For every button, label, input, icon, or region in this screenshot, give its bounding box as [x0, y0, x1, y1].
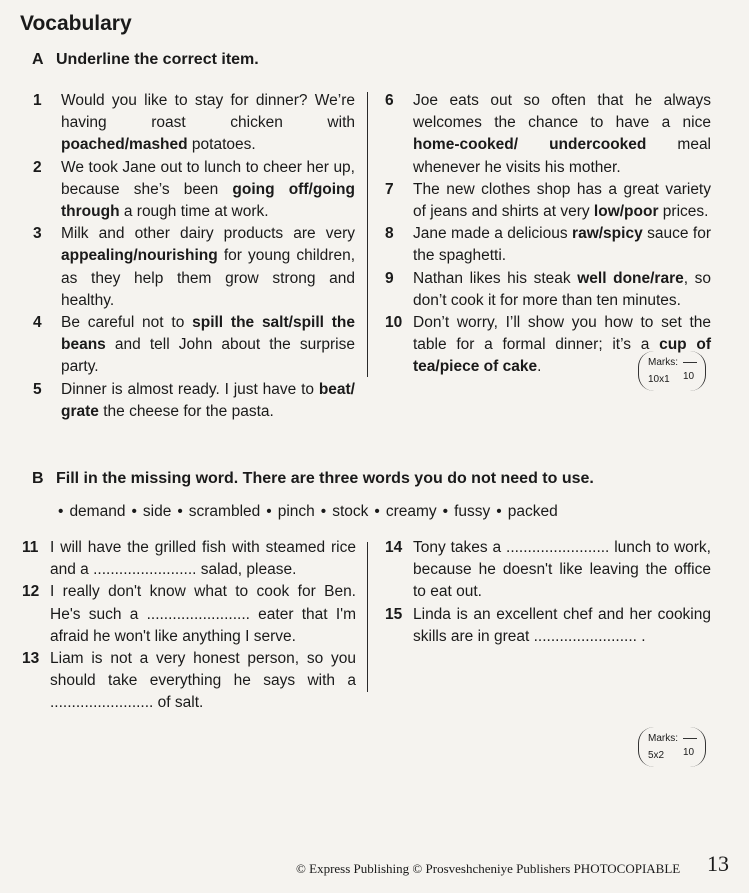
- answer-options[interactable]: poached/mashed: [61, 136, 188, 154]
- bullet-icon: •: [374, 503, 380, 520]
- section-b-letter: B: [32, 470, 44, 487]
- section-a-marks-box: [638, 351, 706, 391]
- exercise-item-8: [385, 223, 711, 267]
- item-text: [413, 225, 711, 264]
- bullet-icon: •: [58, 503, 64, 520]
- item-text: [50, 583, 356, 644]
- page-number: 13: [707, 851, 729, 876]
- exercise-item-4: [33, 312, 355, 379]
- item-text: [61, 159, 355, 220]
- item-text-part: prices.: [658, 203, 709, 221]
- item-text: [413, 539, 711, 600]
- word-bank: [58, 503, 564, 521]
- word-bank-word: side: [142, 503, 172, 520]
- item-text: [50, 539, 356, 578]
- item-text-part: Dinner is almost ready. I just have to: [61, 380, 319, 398]
- section-a-letter: A: [32, 51, 44, 68]
- exercise-item-9: [385, 268, 711, 312]
- item-text: [413, 92, 711, 176]
- section-a-right-column: [385, 90, 711, 379]
- marks-label: Marks:: [648, 357, 678, 368]
- section-b-heading: [32, 470, 594, 488]
- item-number: 15: [385, 605, 403, 623]
- item-number: 11: [22, 539, 39, 556]
- item-number: 13: [22, 650, 40, 668]
- item-number: 2: [33, 158, 42, 176]
- answer-options[interactable]: home-cooked/ undercooked: [413, 136, 647, 154]
- answer-options[interactable]: cup of tea/piece of cake: [413, 336, 711, 376]
- exercise-item-6: [385, 90, 711, 179]
- item-text: [61, 314, 355, 375]
- item-number: 5: [33, 380, 42, 398]
- answer-options[interactable]: raw/spicy: [572, 225, 643, 243]
- section-a-instruction: Underline the correct item.: [56, 51, 259, 68]
- section-b-marks-box: [638, 727, 706, 767]
- item-text-part: Would you like to stay for dinner? We’re having roast chicken with: [61, 92, 355, 132]
- section-b-left-column: [22, 537, 356, 715]
- marks-label: Marks:: [648, 733, 678, 744]
- item-text-part: Joe eats out so often that he always welcomes the chance to have a nice: [413, 92, 711, 132]
- section-b-divider: [367, 542, 368, 692]
- item-text-part: The new clothes shop has a great variety of jeans and shirts at very: [413, 180, 711, 221]
- exercise-item-1: [33, 90, 355, 157]
- marks-total: 10: [683, 747, 695, 758]
- item-text-part: a rough time at work.: [119, 203, 269, 221]
- item-text-part: Tony takes a ........................ lunch to work, because he doesn't like leaving the office to eat out.: [413, 539, 711, 601]
- bullet-icon: •: [442, 503, 449, 520]
- item-text: [50, 650, 356, 711]
- item-number: 14: [385, 539, 403, 556]
- item-text-part: Liam is not a very honest person, so you should take everything he says with a ........................ of salt.: [50, 650, 356, 712]
- section-b-instruction: Fill in the missing word. There are three words you do not need to use.: [56, 470, 594, 487]
- item-text-part: and tell John about the surprise party.: [61, 336, 355, 376]
- bullet-icon: •: [320, 503, 327, 520]
- item-number: 6: [385, 92, 394, 109]
- item-text: [61, 381, 355, 420]
- exercise-item-15: [385, 604, 711, 648]
- answer-options[interactable]: spill the salt/spill the beans: [61, 314, 355, 354]
- answer-options[interactable]: beat/ grate: [61, 380, 355, 420]
- answer-options[interactable]: appealing/nourishing: [61, 247, 218, 265]
- bullet-icon: •: [131, 503, 137, 520]
- item-text-part: .: [537, 358, 542, 376]
- word-bank-word: creamy: [385, 503, 437, 520]
- item-text-part: I really don't know what to cook for Ben. He's such a ........................ eater that I'm afraid he won't like anything I serve.: [50, 583, 356, 645]
- word-bank-word: fussy: [454, 503, 491, 520]
- item-text-part: for young children, as they help them grow strong and healthy.: [61, 247, 355, 309]
- item-text-part: We took Jane out to lunch to cheer her up, because she’s been: [61, 158, 355, 198]
- copyright-footer: © Express Publishing © Prosveshcheniye Publishers PHOTOCOPIABLE: [296, 861, 681, 876]
- item-number: 10: [385, 314, 403, 332]
- section-b-right-column: [385, 537, 711, 648]
- exercise-item-5: [33, 379, 355, 423]
- page-title: Vocabulary: [20, 12, 132, 35]
- answer-options[interactable]: going off/going through: [61, 180, 355, 221]
- marks-fill-line: [683, 362, 697, 363]
- marks-denominator: 10x1: [648, 374, 670, 385]
- item-text-part: Nathan likes his steak: [413, 269, 578, 287]
- word-bank-word: pinch: [277, 503, 315, 520]
- item-number: 12: [22, 583, 40, 601]
- item-number: 1: [33, 92, 42, 109]
- bullet-icon: •: [496, 503, 502, 520]
- exercise-item-12: [22, 581, 356, 648]
- item-text: [413, 181, 711, 220]
- bullet-icon: •: [266, 503, 272, 520]
- item-number: 9: [385, 269, 394, 287]
- bullet-icon: •: [177, 503, 183, 520]
- word-bank-word: stock: [332, 503, 369, 520]
- answer-options[interactable]: well done/rare: [577, 269, 684, 287]
- item-number: 4: [33, 314, 42, 332]
- item-text-part: sauce for the spaghetti.: [413, 225, 712, 265]
- item-text-part: the cheese for the pasta.: [98, 402, 274, 420]
- word-bank-word: demand: [69, 503, 126, 520]
- item-text-part: Be careful not to: [61, 314, 193, 332]
- item-text: [413, 270, 711, 309]
- exercise-item-7: [385, 179, 711, 223]
- item-text: [61, 92, 355, 153]
- answer-options[interactable]: low/poor: [593, 203, 659, 221]
- item-number: 3: [33, 225, 42, 243]
- exercise-item-14: [385, 537, 711, 604]
- section-a-divider: [367, 92, 368, 377]
- exercise-item-13: [22, 648, 356, 715]
- item-number: 8: [385, 225, 394, 243]
- item-text: [413, 606, 711, 645]
- word-bank-word: scrambled: [188, 503, 261, 520]
- marks-denominator: 5x2: [648, 750, 665, 761]
- item-text-part: Milk and other dairy products are very: [61, 225, 355, 243]
- item-text-part: I will have the grilled fish with steamed rice and a ........................ salad, please.: [50, 539, 356, 579]
- section-a-heading: [32, 51, 259, 69]
- item-text-part: , so don’t cook it for more than ten minutes.: [413, 269, 712, 309]
- marks-fill-line: [683, 738, 697, 739]
- item-text-part: potatoes.: [187, 136, 256, 154]
- section-a-left-column: [33, 90, 355, 423]
- exercise-item-3: [33, 223, 355, 312]
- item-number: 7: [385, 180, 394, 198]
- item-text: [61, 225, 355, 309]
- item-text-part: meal whenever he visits his mother.: [413, 136, 712, 176]
- item-text-part: Jane made a delicious: [413, 225, 573, 243]
- word-bank-word: packed: [507, 503, 558, 520]
- item-text-part: Linda is an excellent chef and her cooking skills are in great ........................ .: [413, 605, 711, 645]
- exercise-item-2: [33, 157, 355, 224]
- marks-total: 10: [683, 371, 695, 382]
- item-text-part: Don’t worry, I’ll show you how to set the table for a formal dinner; it’s a: [413, 314, 711, 354]
- exercise-item-11: [22, 537, 356, 581]
